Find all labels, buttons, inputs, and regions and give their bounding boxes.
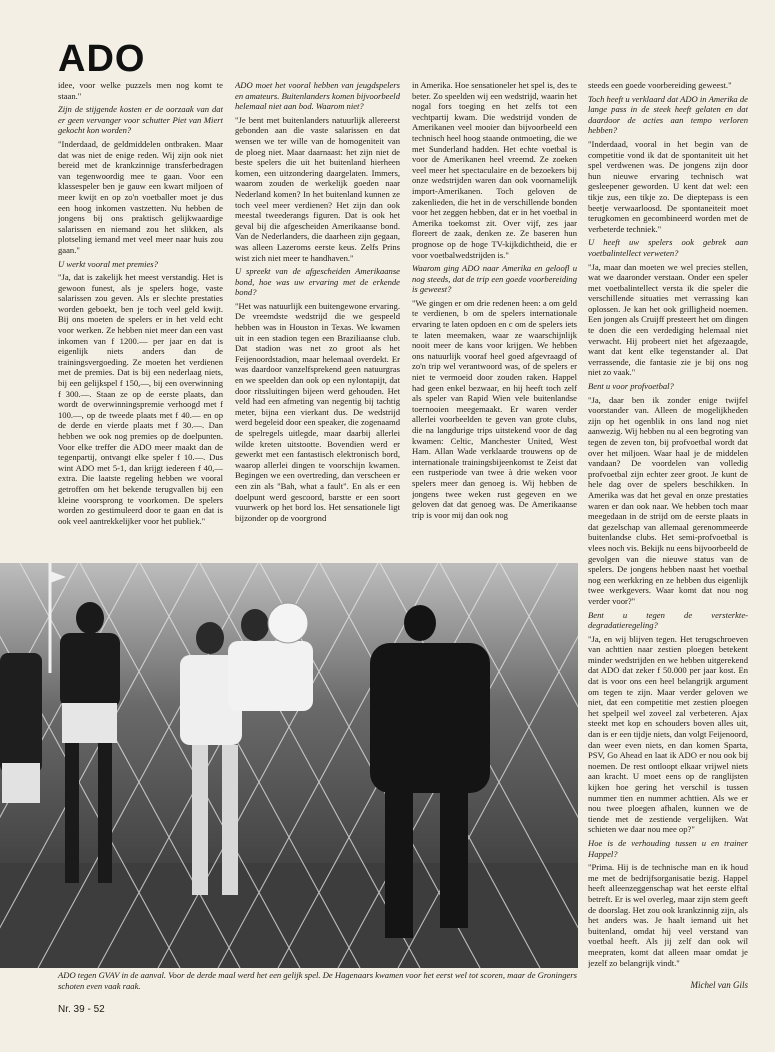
interview-answer: "Ja, dat is zakelijk het meest verstandig. Het is gewoon funest, als je spelers hoge, vaste salarissen zou geven. Als er slechte prestaties worden geboekt, ben je toch veel geld kwijt. Bij ons moeten de spelers er in het veld echt voor werken. Ze hebben niet meer dan een vast inkomen van f 1200.— per jaar en dat is eigenlijk niets anders dan de trainingsvergoeding. Ze moeten het verdienen met de premies. Dat is bij een nederlaag niets, bij een gelijkspel f 150,—, bij een overwinning f 300.—. Staan ze op de eerste plaats, dan wordt de overwinningspremie verhoogd met f 100.—, op de tweede plaats met f 40.— en op de derde en vierde plaats met f 30.—. Dan hebben we ook nog premies op de doelpunten. Voor elke treffer die ADO meer maakt dan de tegenpartij, ontvangt elke speler f 10.—. Dus wint ADO met 5-1, dan krijgt iedereen f 40,— extra. Die laatste regeling hebben we vooral getroffen om het bekende terugvallen bij een kleine voorsprong te voorkomen. De spelers worden zo gestimuleerd door te gaan en dat is ook veel aantrekkelijker voor het publiek.": [58, 272, 223, 526]
interview-question: Waarom ging ADO naar Amerika en geloofl u nog steeds, dat de trip een goede voorbereiding is geweest?: [412, 263, 577, 295]
article-column-2: [235, 80, 400, 560]
interview-answer: "Ja, en wij blijven tegen. Het terugschroeven van achttien naar zestien ploegen betekent minder wedstrijden en we hebben uitgerekend dat ADO dat zeker f 50.000 per jaar kost. En dat is voor ons een heel belangrijk argument om tegen te zijn. Maar verder geloven we niet, dat een competitie met zestien ploegen het spelpeil wel zoveel zal verbeteren. Ajax steekt met kop en schouders boven alles uit, dan is er een tijdje niets, dan volgt Feijenoord, dan weer even niets, en dan komen Sparta, PSV, Go Ahead en laat ik ADO er nou ook bij noemen. De rest ontloopt elkaar vrijwel niets aan kracht. U moet eens op de ranglijsten kijken hoe gering het verschil is tussen nummer tien en nummer achttien. Als we er nou twee ploegen afhalen, kunnen we de tiende met de zestiende vergelijken. Wat schieten we daar nou mee op?": [588, 633, 748, 835]
interview-answer: "Je bent met buitenlanders natuurlijk allereerst gebonden aan die vaste salarissen en dat wensen we ter wille van de homogeniteit van de ploeg niet. Maar daarnaast: het zijn niet de beste spelers die uit het buitenland hierheen komen, een uitzondering daargelaten. Immers, waarom zouden de werkelijk goeden naar Nederland komen? In het buitenland kunnen ze toch veel meer verdienen? Het zijn dan ook meestal tweederangs figuren. Dat is ook het geval bij die afgescheiden Amerikaanse bond. Van de Nederlanders, die daarheen zijn gegaan, was alleen Lazeroms eerste keus. Zelfs Prins wist zich niet meer te handhaven.": [235, 114, 400, 263]
article-column-3: [412, 80, 577, 560]
football-photo: [0, 563, 578, 968]
article-column-4: [588, 80, 748, 970]
interview-question: Hoe is de verhouding tussen u en trainer Happel?: [588, 837, 748, 859]
interview-question: Toch heeft u verklaard dat ADO in Amerika de lange pass in de steek heeft gelaten en dat daardoor de acties aan tempo verloren hebben?: [588, 93, 748, 136]
interview-answer: in Amerika. Hoe sensationeler het spel is, des te beter. Zo speelden wij een wedstrijd, waarin het nogal fors toeging en het zelfs tot een vechtpartij kwam. Die wedstrijd vonden de Amerikanen veel mooier dan bijvoorbeeld een technisch heel hoog staande ontmoeting, die we met Sunderland hadden. Het echte voetbal is voor de Amerikanen heel vreemd. Ze zoeken veel meer het spectaculaire en de bezoekers bij onze wedstrijden waren dan ook voornamelijk import-Amerikanen. Toch geloven de zakenlieden, die het in de verschillende bonden voor het zeggen hebben, dat er in het voetbal in Amerika toekomst zit. Over vijf, zes jaar floreert de zaak, denken ze. Ze baseren hun prognose op de hoge TV-kijkdichtheid, die er voor voetbalwedstrijden is.": [412, 80, 577, 260]
interview-answer: "Prima. Hij is de technische man en ik houd me met de bedrijfsorganisatie bezig. Happel heeft alleenzeggenschap wat het eerste elftal betreft. Er is wel overleg, maar zijn stem geeft de doorslag. Het zou ook krankzinnig zijn, als het anders was. Je haalt iemand uit het buitenland, omdat hij veel verstand van voetbal heeft. Als jij zelf dan ook wil meepraten, komt dat alleen maar omdat je jezelf zo belangrijk vindt.": [588, 862, 748, 968]
article-columns: [58, 80, 578, 560]
interview-question: Zijn de stijgende kosten er de oorzaak van dat er geen vervanger voor schutter Piet van Miert gekocht kon worden?: [58, 104, 223, 136]
interview-question: Bent u voor profvoetbal?: [588, 381, 674, 392]
interview-question: U werkt vooral met premies?: [58, 258, 158, 269]
page-title: ADO: [58, 38, 146, 80]
interview-answer: "Ja, maar dan moeten we wel precies stellen, wat we daaronder verstaan. Onder een speler met voetbalintellect versta ik die speler die verschillende situaties met verrassing kan oplossen. Je kan het ook grilligheid noemen. Een jongen als Cruijff presteert het om dingen te doen die een verdediging helemaal niet verwacht. Hij probeert niet het afgezaagde, want dat kent elke tegenstander al. Dat verrassende, die fantasie zie je bij ons nog niet zo vaak.": [588, 261, 748, 378]
interview-answer: "Het was natuurlijk een buitengewone ervaring. De vreemdste wedstrijd die we gespeeld hebben was in Houston in Texas. We kwamen uit in een stadion tegen een Braziliaanse club. Dat stadion was net zo groot als het Feijenoordstadion, maar helemaal overdekt. Er was daardoor vanzelfsprekend geen natuurgras en we speelden dan ook op een nylontapijt, dat door ritssluitingen bijeen werd gehouden. Het veld had een afmeting van negentig bij tachtig meter, bijna een vierkant dus. De wedstrijd werd begeleid door een speaker, die zogenaamd de spelregels uitlegde, maar daarbij allerlei wilde kreten uitstootte. Bovendien werd er gewerkt met een fantastisch elektronisch bord, waarop allerlei dingen te voorschijn kwamen. Begingen we een overtreding, dan verscheen er een zin als "Bah, what a fault". En als er een doelpunt werd gescoord, barstte er een soort vuurwerk op het bord los. Het sensationele ligt bijzonder op de voorgrond: [235, 300, 400, 523]
interview-answer: "Inderdaad, de geldmiddelen ontbraken. Maar dat was niet de enige reden. Wij zijn ook niet bereid met de krankzinnige transferbedragen van tegenwoordig mee te gaan. Voor een klassespeler ben je gauw een kwart miljoen of meer kwijt en op zo'n voetballer moet je dus een hoog inkomen vastzetten. Nu hebben de jongens bij ons praktisch gelijkwaardige salarissen en niemand zou het slikken, als plotseling iemand met veel meer naar huis zou gaan.": [58, 138, 223, 255]
interview-question: ADO moet het vooral hebben van jeugdspelers en amateurs. Buitenlanders komen bijvoorbeeld helemaal niet aan bod. Waarom niet?: [235, 80, 400, 112]
interview-question: U heeft uw spelers ook gebrek aan voetbalintellect verweten?: [588, 237, 748, 258]
interview-question: Bent u tegen de versterkte-degradatieregeling?: [588, 609, 748, 631]
interview-answer: "Ja, daar ben ik zonder enige twijfel voorstander van. Alleen de mogelijkheden zijn op het ogenblik in ons land nog niet aanwezig. Wij hebben nu al een begroting van tegen de zeven ton, bij profvoetbal wordt dat over het miljoen. Waar haal je de middelen vandaan? De voordelen van volledig profvoetbal zijn echter zeer groot. Je kunt de hele dag over de spelers beschikken. In Amerika was dat het geval en onze prestaties waren er dan ook naar. We hebben toch maar meegedaan in de strijd om de eerste plaats in dat gezelschap van allemaal gerenommeerde buitenlandse clubs. Het semi-profvoetbal is vlees noch vis. Bekijk nu eens bijvoorbeeld de gevolgen van die nieuwe status van de spelers. De jongens hebben naast het voetbal nog een werkkring en ze hebben dus eigenlijk twee werkgevers. Waar komt dat nou nog verder voor?": [588, 394, 748, 606]
author-name: Michel van Gils: [690, 980, 748, 990]
interview-answer: "Inderdaad, vooral in het begin van de competitie vond ik dat de spontaniteit uit het spel verdwenen was. De jongens zijn door hun nieuwe ervaring technisch wat gesleepener geworden. U kent dat wel: een tikje zus, een tikje zo. De dieptepass is een beetje verwaarloosd. De spontaneiteit moet terugkomen en gecombineerd worden met de verbeterde techniek.": [588, 138, 748, 234]
article-column-1: [58, 80, 223, 560]
photo-caption: ADO tegen GVAV in de aanval. Voor de derde maal werd het een gelijk spel. De Hagenaars kwamen voor het eerst wel tot scoren, maar de Groningers schoten even vaak raak.: [58, 970, 577, 991]
interview-question: U spreekt van de afgescheiden Amerikaanse bond, hoe was uw ervaring met de erkende bond?: [235, 266, 400, 298]
page-number: Nr. 39 - 52: [58, 1004, 105, 1015]
interview-answer: idee, voor welke puzzels men nog komt te staan.": [58, 80, 223, 101]
interview-answer: "We gingen er om drie redenen heen: a om geld te verdienen, b om de spelers internationale ervaring te laten opdoen en c om de spelers iets te laten meemaken, waar ze waarschijnlijk nooit meer de kans voor krijgen. We hebben ons natuurlijk vooraf heel goed afgevraagd of zo'n trip wel verantwoord was, of de spelers er niet te vermoeid door zouden raken. Happel had geen enkel bezwaar, en hij heeft toch zelf als speler van Rapid Wien vele buitenlandse toernooien meegemaakt. Er waren verder allerlei voorbeelden te geven van grote clubs, die na langdurige trips uitstekend voor de dag kwamen: Celtic, Manchester United, West Ham. Allan Wade verklaarde trouwens op de internationale trainingsbijeenkomst te Zeist dat een rustperiode van twee à drie weken voor spelers meer dan genoeg is. Wij hebben de jongens twee weken rust gegeven en we geloven dat dat genoeg was. De Amerikaanse trip is voor mij dan ook nog: [412, 297, 577, 520]
interview-answer: steeds een goede voorbereiding geweest.": [588, 80, 732, 90]
